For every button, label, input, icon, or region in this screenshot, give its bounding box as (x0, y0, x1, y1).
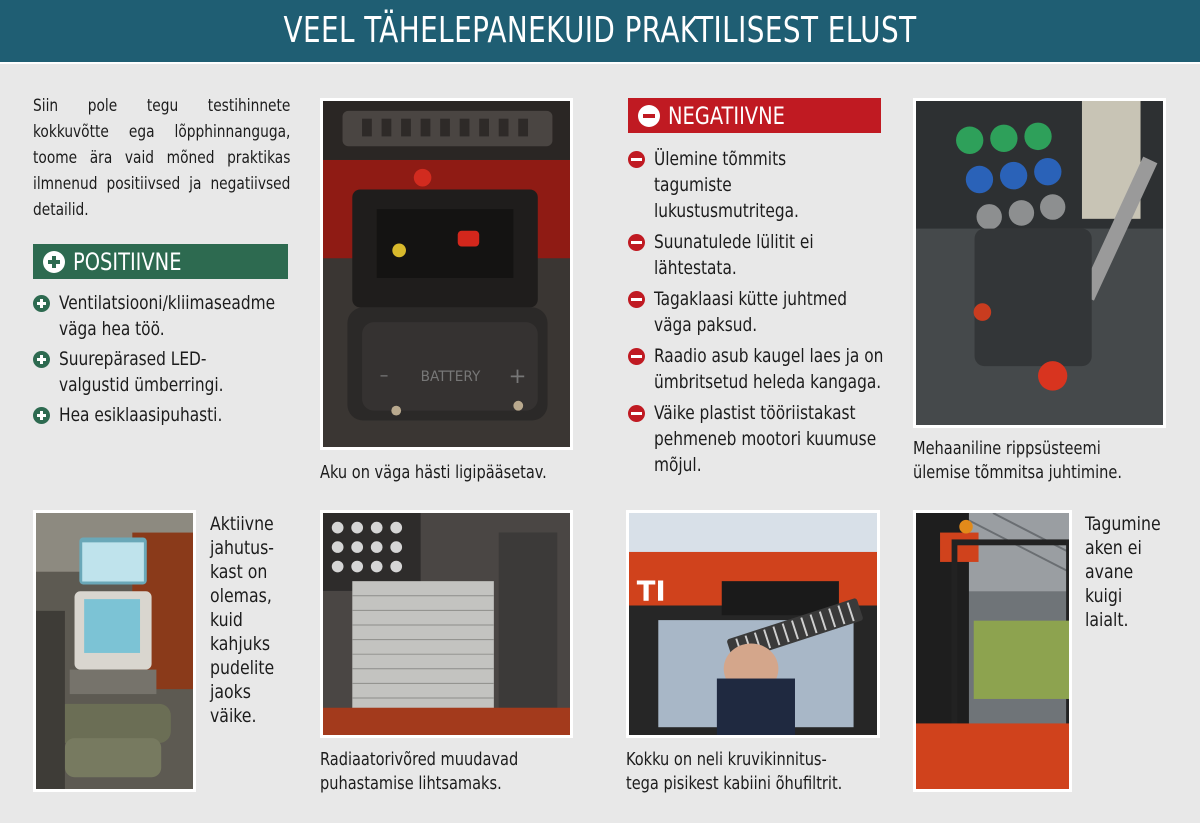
plus-circle-icon (43, 251, 65, 273)
list-item: Suunatulede lülitit ei lähtestata. (628, 229, 883, 281)
rear-window-caption: Tagumine aken ei avane kuigi laialt. (1085, 513, 1161, 631)
hydraulics-caption-line2: ülemise tõmmitsa juhtimine. (913, 462, 1123, 483)
page-title: VEEL TÄHELEPANEKUID PRAKTILISEST ELUST (283, 10, 917, 51)
minus-circle-icon (638, 105, 660, 127)
minus-bullet-icon (628, 291, 645, 308)
positive-list (33, 290, 288, 433)
list-item: Väike plastist tööriistakast pehmeneb mootori kuumuse mõjul. (628, 400, 883, 478)
intro-text: Siin pole tegu testihinnete kokkuvõtte ega lõpphinnanguga, toome ära vaid mõned praktikas ilmnenud positiivsed ja negatiivsed detailid. (33, 96, 291, 220)
plus-bullet-icon (33, 351, 50, 368)
cabin-air-filter-image (629, 513, 877, 735)
filter-photo (626, 510, 880, 738)
list-item: Hea esiklaasipuhasti. (33, 402, 288, 428)
radiator-photo (320, 510, 573, 738)
radiator-caption-line1: Radiaatorivõred muudavad (320, 749, 519, 770)
filter-caption-line1: Kokku on neli kruvikinnitus- (626, 749, 827, 770)
battery-photo (320, 98, 573, 450)
filter-caption-line2: tega pisikest kabiini õhufiltrit. (626, 773, 843, 794)
positive-label: POSITIIVNE (73, 247, 182, 276)
rear-window-photo (913, 510, 1072, 792)
list-item: Ülemine tõmmits tagumiste lukustusmutritega. (628, 146, 883, 224)
negative-list (628, 146, 883, 483)
cab-text: TI (636, 576, 666, 608)
svg-text:+: + (508, 364, 527, 390)
minus-bullet-icon (628, 405, 645, 422)
hydraulics-photo (913, 98, 1166, 428)
hydraulic-valves-image (916, 101, 1163, 425)
positive-header (33, 244, 288, 279)
cooling-box-image (36, 513, 193, 789)
battery-caption: Aku on väga hästi ligipääsetav. (320, 462, 547, 483)
radiator-caption-line2: puhastamise lihtsamaks. (320, 773, 502, 794)
minus-bullet-icon (628, 234, 645, 251)
rear-window-image (916, 513, 1069, 789)
list-item: Raadio asub kaugel laes ja on ümbritsetud heleda kangaga. (628, 343, 883, 395)
battery-label: BATTERY (420, 369, 481, 386)
header-banner (0, 0, 1200, 64)
list-item: Suurepärased LED-valgustid ümberringi. (33, 346, 288, 398)
negative-header (628, 98, 881, 133)
cooler-caption: Aktiivne jahutus- kast on olemas, kuid kahjuks pudelite jaoks väike. (210, 513, 275, 727)
plus-bullet-icon (33, 407, 50, 424)
svg-text:–: – (379, 366, 389, 387)
list-item: Tagaklaasi kütte juhtmed väga paksud. (628, 286, 883, 338)
minus-bullet-icon (628, 151, 645, 168)
list-item: Ventilatsiooni/kliimaseadme väga hea töö. (33, 290, 288, 342)
hydraulics-caption-line1: Mehaaniline rippsüsteemi (913, 438, 1101, 459)
plus-bullet-icon (33, 295, 50, 312)
radiator-grille-image (323, 513, 570, 735)
cooler-photo (33, 510, 196, 792)
battery-compartment-image (323, 101, 570, 447)
minus-bullet-icon (628, 348, 645, 365)
negative-label: NEGATIIVNE (668, 101, 785, 130)
